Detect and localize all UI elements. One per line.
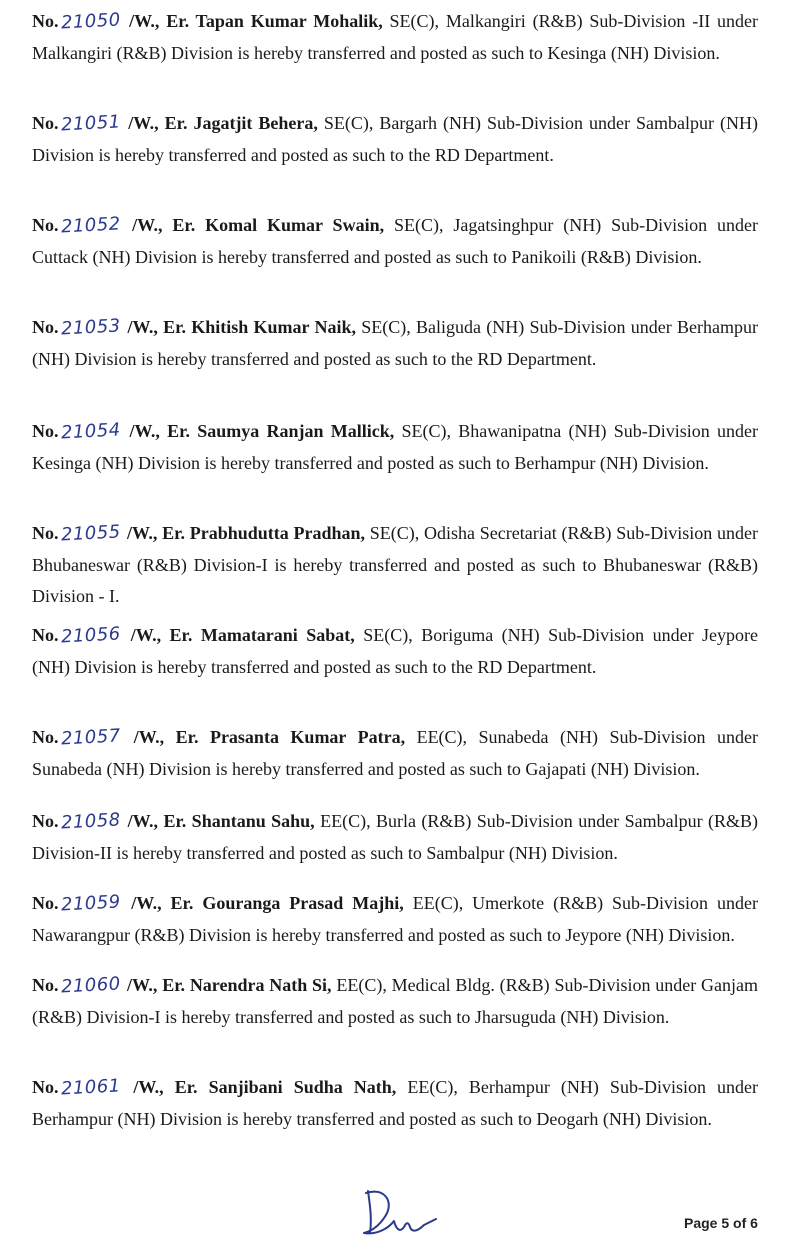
handwritten-signature (358, 1183, 438, 1241)
order-body: EE(C), Umerkote (R&B) Sub-Division under Nawarangpur (R&B) Division is hereby transferred and posted as such to Jeypore (NH) Division. (32, 893, 758, 945)
order-suffix: /W., (122, 11, 167, 31)
order-suffix: /W., (122, 893, 171, 913)
order-prefix: No. (32, 975, 59, 995)
handwritten-order-number: 21059 (59, 891, 121, 916)
handwritten-order-number: 21055 (59, 521, 121, 546)
order-prefix: No. (32, 523, 59, 543)
order-prefix: No. (32, 215, 59, 235)
order-body: SE(C), Malkangiri (R&B) Sub-Division -II under Malkangiri (R&B) Division is hereby transferred and posted as such to Kesinga (NH) Division. (32, 11, 758, 63)
order-suffix: /W., (122, 625, 170, 645)
order-paragraph (32, 416, 758, 479)
officer-name: Er. Saumya Ranjan Mallick, (167, 421, 395, 441)
handwritten-order-number: 21052 (59, 213, 121, 238)
order-paragraph (32, 312, 758, 375)
order-prefix: No. (32, 625, 59, 645)
officer-name: Er. Sanjibani Sudha Nath, (174, 1077, 397, 1097)
order-body: SE(C), Jagatsinghpur (NH) Sub-Division under Cuttack (NH) Division is hereby transferred and posted as such to Panikoili (R&B) Division. (32, 215, 758, 267)
order-paragraph (32, 970, 758, 1033)
order-paragraph (32, 210, 758, 273)
order-suffix: /W., (122, 811, 164, 831)
order-suffix: /W., (122, 317, 164, 337)
order-body: SE(C), Bhawanipatna (NH) Sub-Division under Kesinga (NH) Division is hereby transferred and posted as such to Berhampur (NH) Division. (32, 421, 758, 473)
handwritten-order-number: 21054 (59, 419, 121, 444)
officer-name: Er. Gouranga Prasad Majhi, (170, 893, 404, 913)
order-body: SE(C), Baliguda (NH) Sub-Division under Berhampur (NH) Division is hereby transferred and posted as such to the RD Department. (32, 317, 758, 369)
officer-name: Er. Shantanu Sahu, (163, 811, 315, 831)
order-body: SE(C), Bargarh (NH) Sub-Division under Sambalpur (NH) Division is hereby transferred and posted as such to the RD Department. (32, 113, 758, 165)
order-suffix: /W., (122, 215, 173, 235)
handwritten-order-number: 21056 (59, 623, 121, 648)
order-prefix: No. (32, 317, 59, 337)
order-paragraph (32, 518, 758, 613)
officer-name: Er. Prabhudutta Pradhan, (162, 523, 366, 543)
order-body: EE(C), Sunabeda (NH) Sub-Division under Sunabeda (NH) Division is hereby transferred and posted as such to Gajapati (NH) Division. (32, 727, 758, 779)
handwritten-order-number: 21053 (59, 315, 121, 340)
order-suffix: /W., (122, 727, 176, 747)
page-number: Page 5 of 6 (684, 1215, 758, 1231)
order-prefix: No. (32, 421, 59, 441)
order-body: SE(C), Odisha Secretariat (R&B) Sub-Division under Bhubaneswar (R&B) Division-I is hereby transferred and posted as such to Bhubaneswar (R&B) Division - I. (32, 523, 758, 606)
order-suffix: /W., (122, 421, 168, 441)
order-paragraph (32, 108, 758, 171)
order-paragraph (32, 1072, 758, 1135)
order-suffix: /W., (122, 975, 163, 995)
handwritten-order-number: 21061 (59, 1075, 121, 1100)
handwritten-order-number: 21057 (59, 725, 121, 750)
order-body: EE(C), Burla (R&B) Sub-Division under Sambalpur (R&B) Division-II is hereby transferred and posted as such to Sambalpur (NH) Division. (32, 811, 758, 863)
order-paragraph (32, 888, 758, 951)
order-paragraph (32, 620, 758, 683)
officer-name: Er. Komal Kumar Swain, (172, 215, 385, 235)
order-prefix: No. (32, 11, 59, 31)
handwritten-order-number: 21060 (59, 973, 121, 998)
order-prefix: No. (32, 113, 59, 133)
order-body: EE(C), Berhampur (NH) Sub-Division under Berhampur (NH) Division is hereby transferred and posted as such to Deogarh (NH) Division. (32, 1077, 758, 1129)
order-paragraph (32, 806, 758, 869)
order-prefix: No. (32, 811, 59, 831)
officer-name: Er. Mamatarani Sabat, (169, 625, 355, 645)
order-suffix: /W., (122, 523, 163, 543)
officer-name: Er. Jagatjit Behera, (164, 113, 318, 133)
officer-name: Er. Narendra Nath Si, (162, 975, 332, 995)
order-paragraph (32, 6, 758, 69)
officer-name: Er. Prasanta Kumar Patra, (175, 727, 406, 747)
order-body: EE(C), Medical Bldg. (R&B) Sub-Division under Ganjam (R&B) Division-I is hereby transferred and posted as such to Jharsuguda (NH) Division. (32, 975, 758, 1027)
order-suffix: /W., (122, 1077, 175, 1097)
officer-name: Er. Khitish Kumar Naik, (163, 317, 356, 337)
officer-name: Er. Tapan Kumar Mohalik, (166, 11, 383, 31)
order-suffix: /W., (122, 113, 165, 133)
handwritten-order-number: 21051 (59, 111, 121, 136)
order-prefix: No. (32, 893, 59, 913)
order-prefix: No. (32, 1077, 59, 1097)
handwritten-order-number: 21058 (59, 809, 121, 834)
handwritten-order-number: 21050 (59, 9, 121, 34)
order-prefix: No. (32, 727, 59, 747)
order-paragraph (32, 722, 758, 785)
order-body: SE(C), Boriguma (NH) Sub-Division under Jeypore (NH) Division is hereby transferred and posted as such to the RD Department. (32, 625, 758, 677)
